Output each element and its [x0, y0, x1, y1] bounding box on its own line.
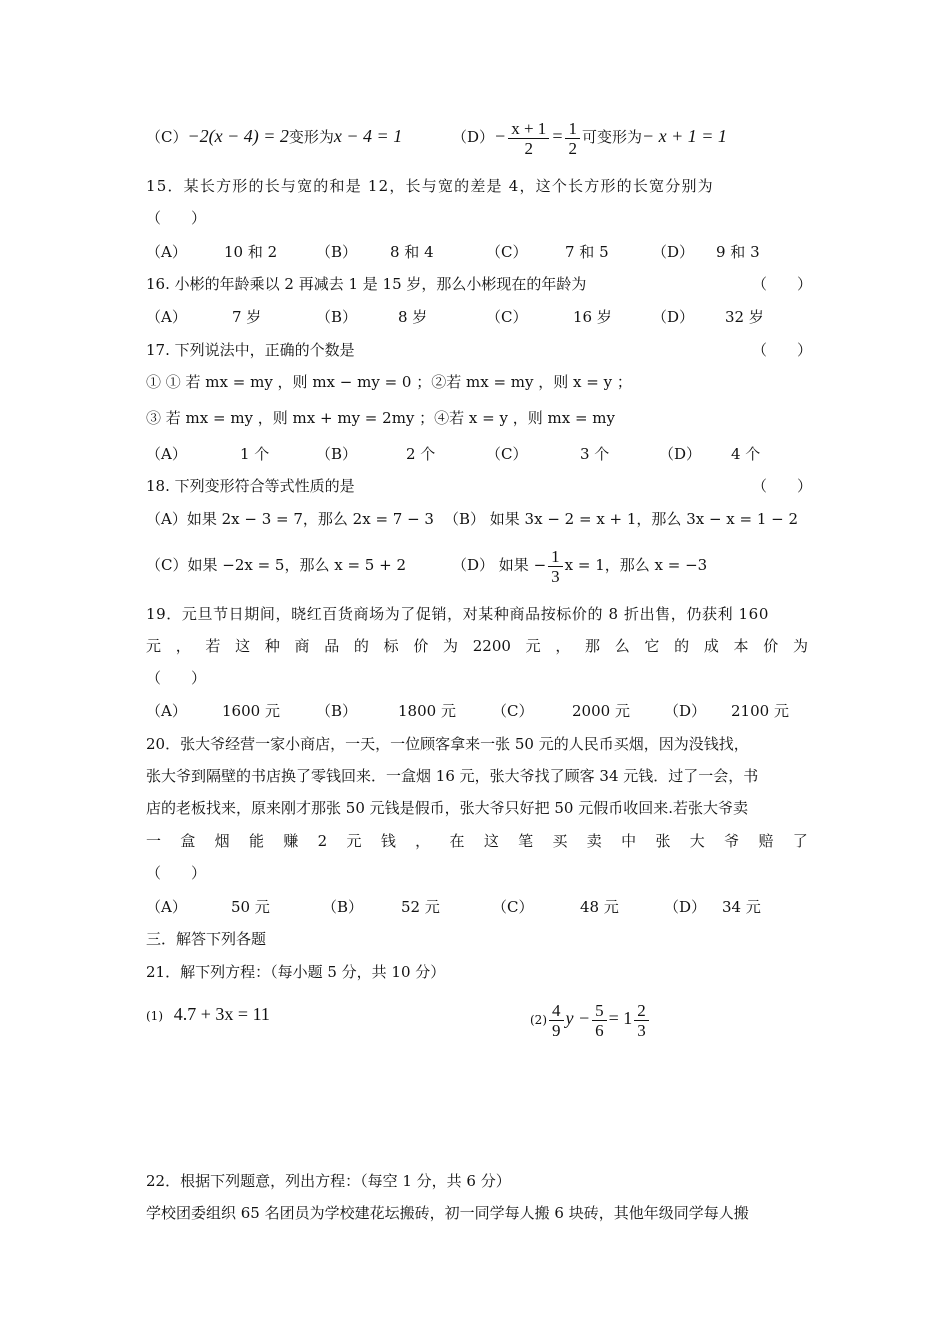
text: 可变形为 [581, 128, 642, 146]
char: 钱 [380, 832, 396, 850]
char: 了 [792, 832, 808, 850]
q17-statements-2: ③ 若 mx = my ，则 mx + my = 2my ；④若 x = y ，则 mx = my [146, 409, 615, 427]
char: 赚 [283, 832, 299, 850]
option-text: （D） 如果 − [452, 556, 547, 574]
char: 爷 [724, 832, 740, 850]
denominator: 2 [524, 138, 533, 158]
q19-option-d-label: （D） [664, 702, 707, 720]
q17-option-a-label: （A） [146, 445, 187, 463]
q19-answer-paren: （ ） [146, 669, 207, 687]
fraction [548, 547, 563, 586]
char: ， [175, 637, 191, 655]
char: 它 [644, 637, 660, 655]
char: 买 [552, 832, 568, 850]
q15-option-d-text: 9 和 3 [716, 243, 760, 261]
q18-stem: 18. 下列变形符合等式性质的是 [146, 477, 355, 495]
numerator: 4 [549, 1001, 564, 1021]
q20-option-a-text: 50 元 [231, 898, 270, 916]
q16-option-a-label: （A） [146, 308, 187, 326]
char: 价 [413, 637, 429, 655]
char: ， [415, 832, 431, 850]
q15-answer-paren: （ ） [146, 209, 207, 227]
char: 为 [443, 637, 459, 655]
q22-stem: 22．根据下列题意，列出方程：（每空 1 分，共 6 分） [146, 1172, 511, 1190]
numerator: 5 [592, 1001, 607, 1021]
q18-option-d [452, 545, 707, 586]
char: 大 [689, 832, 705, 850]
equation: −2(x − 4) = 2 [187, 126, 289, 146]
char: 中 [621, 832, 637, 850]
q20-option-b-label: （B） [322, 898, 364, 916]
q21-problem-1 [146, 1004, 270, 1026]
char: 品 [324, 637, 340, 655]
char: 标 [383, 637, 399, 655]
q20-option-c-text: 48 元 [580, 898, 619, 916]
q20-answer-paren: （ ） [146, 864, 207, 882]
q17-option-c-label: （C） [486, 445, 528, 463]
q20-option-d-label: （D） [664, 898, 707, 916]
q21-stem: 21．解下列方程：（每小题 5 分，共 10 分） [146, 963, 446, 981]
problem-label: (2) [530, 1013, 547, 1027]
char: 元 [346, 832, 362, 850]
q21-problem-2 [530, 996, 651, 1042]
char: 这 [483, 832, 499, 850]
char: 能 [248, 832, 264, 850]
numerator: 1 [548, 547, 563, 567]
char: 2 [317, 832, 328, 850]
q17-option-b-text: 2 个 [406, 445, 436, 463]
char: 赔 [758, 832, 774, 850]
char: 在 [449, 832, 465, 850]
char: 么 [614, 637, 630, 655]
q16-option-c-label: （C） [486, 308, 528, 326]
option-label: （C） [146, 128, 188, 146]
q19-option-c-label: （C） [492, 702, 534, 720]
minus-sign: − [494, 126, 507, 146]
q17-answer-paren: （ ） [752, 341, 813, 359]
numerator: 2 [634, 1001, 649, 1021]
equation: x − 4 = 1 [333, 126, 403, 146]
problem-label: (1) [146, 1009, 163, 1023]
q15-option-b-label: （B） [316, 243, 358, 261]
char: 为 [792, 637, 808, 655]
equals-sign: = [551, 126, 564, 146]
q16-option-b-text: 8 岁 [398, 308, 428, 326]
q16-answer-paren: （ ） [752, 275, 813, 293]
char: 商 [294, 637, 310, 655]
q19-option-a-text: 1600 元 [222, 702, 280, 720]
char: 笔 [518, 832, 534, 850]
char: ， [555, 637, 571, 655]
q19-line-1: 19．元旦节日期间，晓红百货商场为了促销，对某种商品按标价的 8 折出售，仍获利 160 [146, 605, 769, 623]
q18-option-a: （A）如果 2x − 3 = 7，那么 2x = 7 − 3 [146, 510, 434, 528]
char: 卖 [586, 832, 602, 850]
denominator: 3 [551, 566, 560, 586]
q19-option-d-text: 2100 元 [731, 702, 789, 720]
char: 张 [655, 832, 671, 850]
option-label: （D） [452, 128, 495, 146]
q14-option-d [452, 116, 727, 158]
char: 种 [264, 637, 280, 655]
q19-option-b-text: 1800 元 [398, 702, 456, 720]
q20-option-d-text: 34 元 [722, 898, 761, 916]
q16-option-d-text: 32 岁 [725, 308, 764, 326]
q18-option-b: （B） 如果 3x − 2 = x + 1，那么 3x − x = 1 − 2 [444, 510, 799, 528]
char: 若 [205, 637, 221, 655]
equation-part: y − [565, 1008, 591, 1028]
q16-option-d-label: （D） [652, 308, 695, 326]
numerator: 1 [565, 119, 580, 139]
denominator: 6 [595, 1020, 604, 1040]
q17-stem: 17. 下列说法中，正确的个数是 [146, 341, 355, 359]
denominator: 2 [568, 138, 577, 158]
q17-option-d-label: （D） [659, 445, 702, 463]
q19-option-b-label: （B） [316, 702, 358, 720]
denominator: 3 [637, 1020, 646, 1040]
q18-option-c: （C）如果 −2x = 5，那么 x = 5 + 2 [146, 556, 406, 574]
char: 烟 [214, 832, 230, 850]
q15-option-c-label: （C） [486, 243, 528, 261]
q15-option-b-text: 8 和 4 [390, 243, 434, 261]
q14-option-c [146, 126, 402, 147]
equation: − x + 1 = 1 [641, 126, 727, 146]
q19-option-c-text: 2000 元 [572, 702, 630, 720]
fraction [508, 119, 549, 158]
q17-option-a-text: 1 个 [240, 445, 270, 463]
char: 的 [674, 637, 690, 655]
fraction [634, 1001, 649, 1040]
char: 那 [585, 637, 601, 655]
q15-option-a-text: 10 和 2 [224, 243, 278, 261]
q20-option-a-label: （A） [146, 898, 187, 916]
q17-option-c-text: 3 个 [580, 445, 610, 463]
q19-option-a-label: （A） [146, 702, 187, 720]
char: 元 [525, 637, 541, 655]
equation: 4.7 + 3x = 11 [173, 1004, 270, 1024]
q20-line-4 [146, 831, 808, 851]
q20-option-c-label: （C） [492, 898, 534, 916]
q20-line-1: 20．张大爷经营一家小商店，一天，一位顾客拿来一张 50 元的人民币买烟，因为没钱找， [146, 735, 749, 753]
q16-option-b-label: （B） [316, 308, 358, 326]
q20-option-b-text: 52 元 [401, 898, 440, 916]
q16-stem: 16. 小彬的年龄乘以 2 再减去 1 是 15 岁，那么小彬现在的年龄为 [146, 275, 587, 293]
q15-option-d-label: （D） [652, 243, 695, 261]
char: 成 [703, 637, 719, 655]
q18-answer-paren: （ ） [752, 477, 813, 495]
q17-option-d-text: 4 个 [731, 445, 761, 463]
char: 价 [763, 637, 779, 655]
char: 这 [235, 637, 251, 655]
fraction [592, 1001, 607, 1040]
denominator: 9 [552, 1020, 561, 1040]
char: 的 [353, 637, 369, 655]
char: 元 [146, 637, 162, 655]
fraction [565, 119, 580, 158]
q15-stem: 15．某长方形的长与宽的和是 12，长与宽的差是 4，这个长方形的长宽分别为 [146, 177, 714, 195]
q16-option-a-text: 7 岁 [232, 308, 262, 326]
q15-option-c-text: 7 和 5 [565, 243, 609, 261]
char: 2200 [472, 637, 511, 655]
numerator: x + 1 [508, 119, 549, 139]
q19-line-2 [146, 636, 808, 656]
fraction [549, 1001, 564, 1040]
q17-statements-1: ① ① 若 mx = my ，则 mx − my = 0 ；②若 mx = my ，则 x = y ； [146, 373, 632, 391]
q16-option-c-text: 16 岁 [573, 308, 612, 326]
char: 盒 [180, 832, 196, 850]
q20-line-3: 店的老板找来，原来刚才那张 50 元钱是假币，张大爷只好把 50 元假币收回来.若张大爷卖 [146, 799, 749, 817]
q22-line-1: 学校团委组织 65 名团员为学校建花坛搬砖，初一同学每人搬 6 块砖，其他年级同学每人搬 [146, 1204, 749, 1222]
char: 一 [146, 832, 162, 850]
q20-line-2: 张大爷到隔壁的书店换了零钱回来．一盒烟 16 元，张大爷找了顾客 34 元钱．过了一会，书 [146, 767, 759, 785]
char: 本 [733, 637, 749, 655]
equation-part: = 1 [608, 1008, 633, 1028]
option-text: x = 1，那么 x = −3 [564, 556, 708, 574]
text: 变形为 [288, 128, 334, 146]
section-heading: 三．解答下列各题 [146, 930, 267, 948]
q17-option-b-label: （B） [316, 445, 358, 463]
q15-option-a-label: （A） [146, 243, 187, 261]
